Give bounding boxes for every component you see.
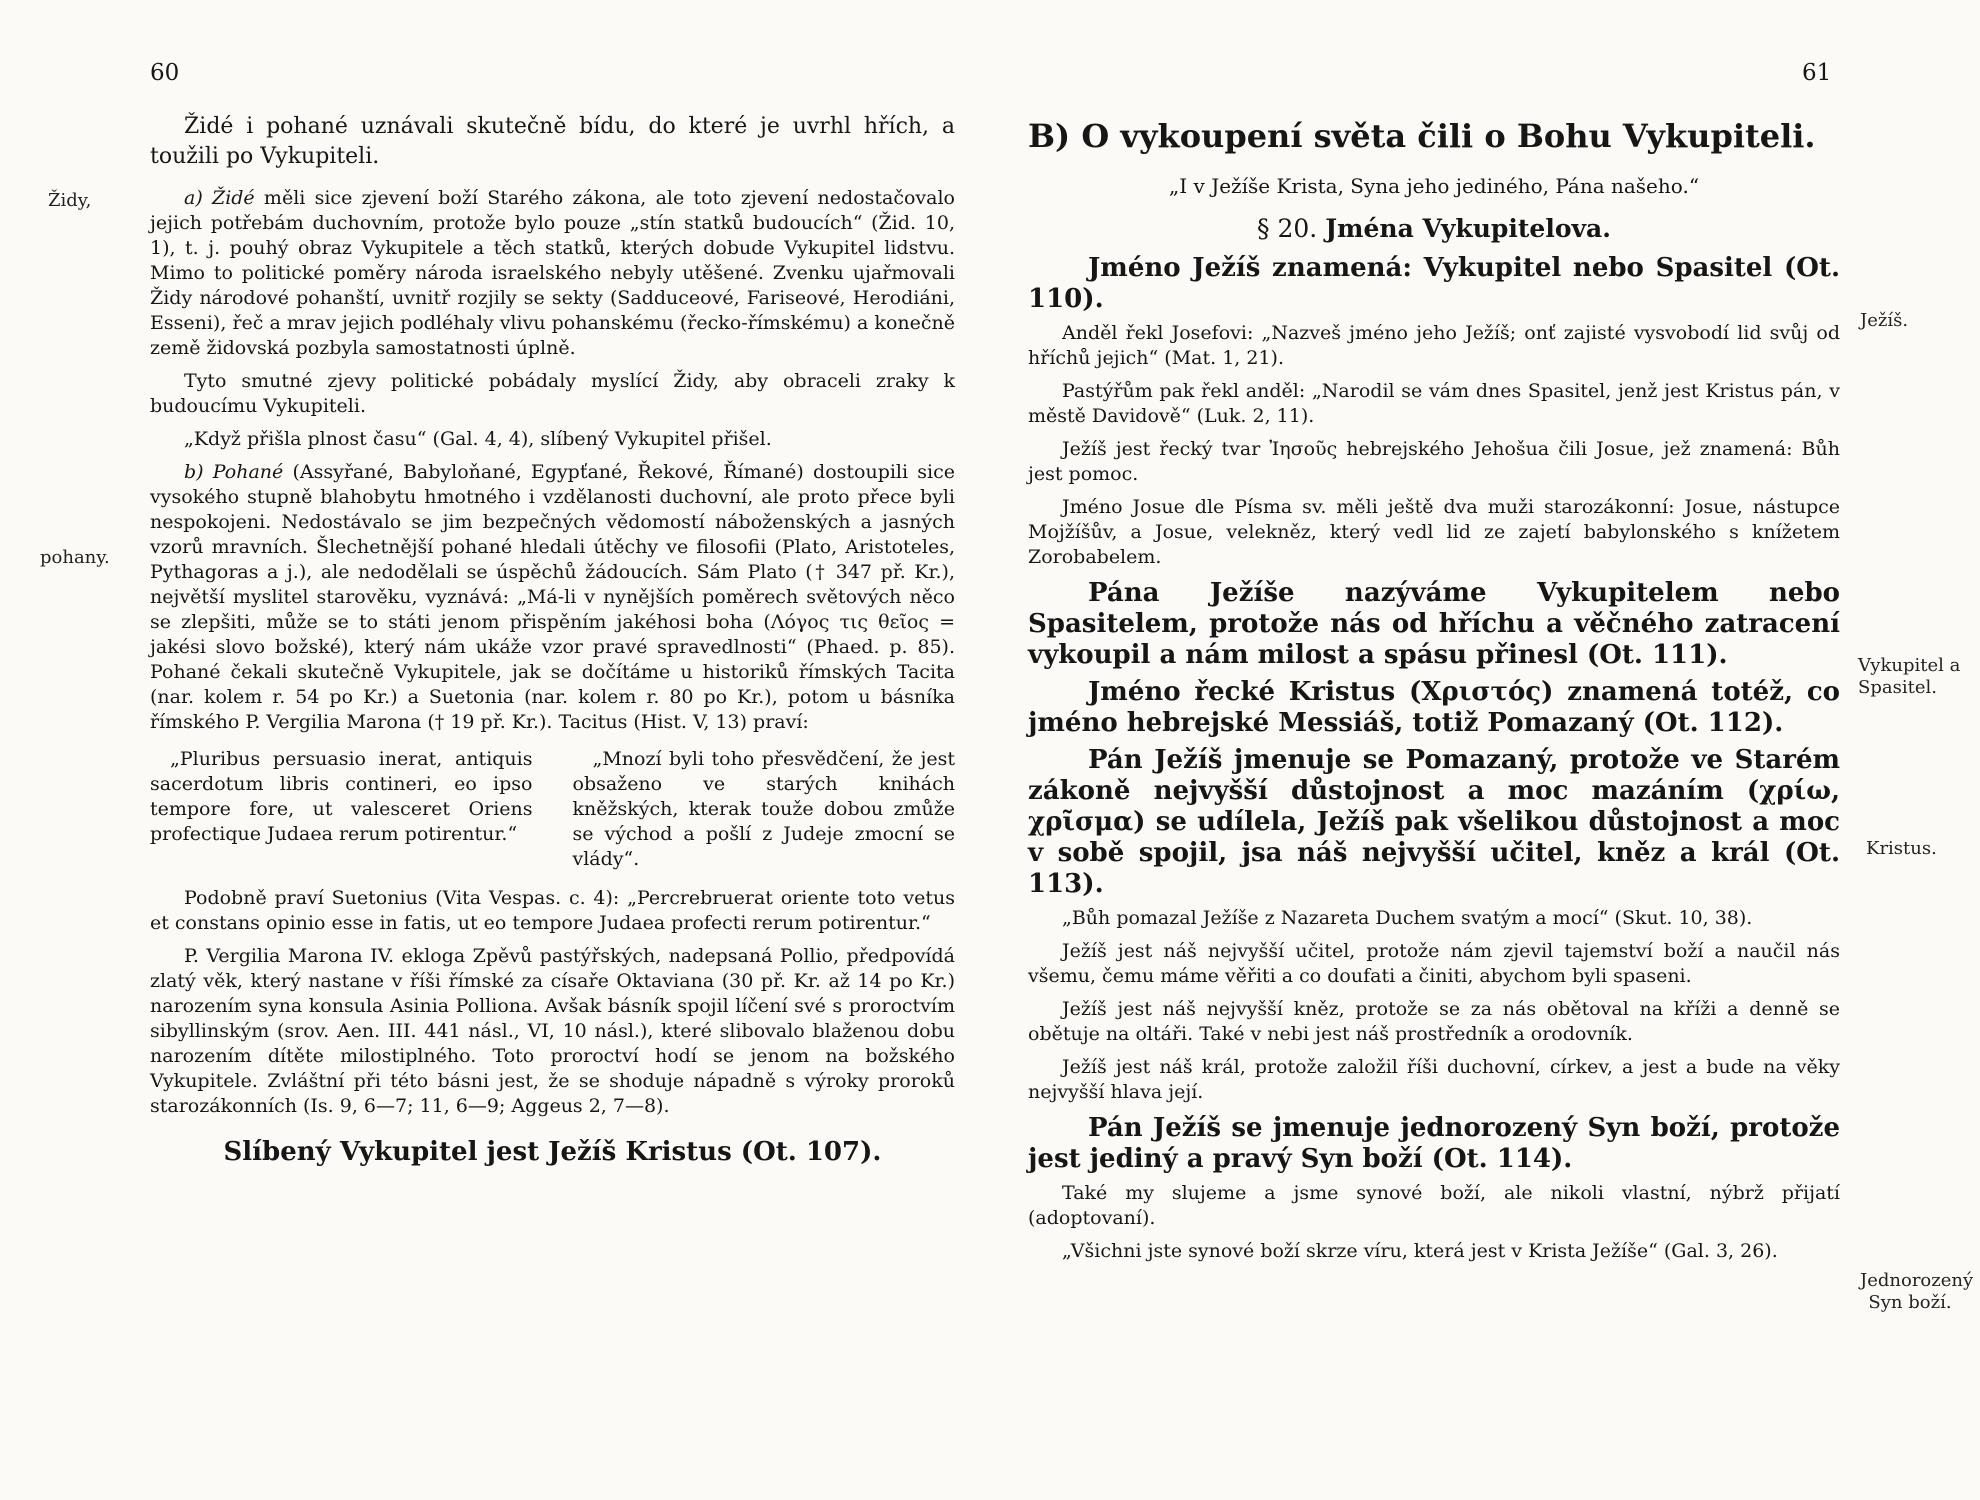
question-110: Jméno Ježíš znamená: Vykupitel nebo Spasitel (Ot. 110). <box>1028 253 1840 314</box>
galatians-quote: „Všichni jste synové boží skrze víru, která jest v Krista Ježíše“ (Gal. 3, 26). <box>1062 1240 1778 1262</box>
sad-signs-paragraph: Tyto smutné zjevy politické pobádaly myslící Židy, aby obraceli zraky k budoucímu Vykupiteli. <box>150 370 955 417</box>
question-112: Jméno řecké Kristus (Χριστός) znamená totéž, co jméno hebrejské Messiáš, totiž Pomazaný (Ot. 112). <box>1028 677 1840 738</box>
sons-paragraph: Také my slujeme a jsme synové boží, ale nikoli vlastní, nýbrž přijatí (adoptovaní). <box>1028 1182 1840 1229</box>
section-title: B) O vykoupení světa čili o Bohu Vykupiteli. <box>1028 117 1816 155</box>
margin-note-pohany: pohany. <box>40 547 110 568</box>
margin-note-jezis: Ježíš. <box>1860 310 1909 331</box>
zide-text: měli sice zjevení boží Starého zákona, ale toto zjevení nedostačovalo jejich potřebám duchovním, protože bylo pouze „stín statků budoucích“ (Žid. 10, 1), t. j. pouhý obraz Vykupitele a těch statků, kterých dobude Vykupitel lidstvu. Mimo to politické poměry národa israelského nebyly utěšené. Zvenku ujařmovali Židy národové pohanští, uvnitř rozjily se sekty (Sadduceové, Fariseové, Herodiáni, Esseni), řeč a mrav jejich podléhaly vlivu pohanskému (řecko-římskému) a konečně země židovská pozbyla samostatnosti úplně. <box>150 187 955 359</box>
margin-note-jednorozeny: Jednorozený Syn boží. <box>1860 1270 1974 1313</box>
question-114: Pán Ježíš se jmenuje jednorozený Syn boží, protože jest jediný a pravý Syn boží (Ot. 114). <box>1028 1113 1840 1174</box>
zide-label: a) Židé <box>184 187 255 209</box>
right-page <box>990 0 1980 1500</box>
tacitus-quote-columns <box>150 747 955 872</box>
question-111: Pána Ježíše nazýváme Vykupitelem nebo Spasitelem, protože nás od hříchu a věčného zatracení vykoupil a nám milost a spásu přinesl (Ot. 111). <box>1028 578 1840 670</box>
fullness-paragraph: „Když přišla plnost času“ (Gal. 4, 4), slíbený Vykupitel přišel. <box>184 428 772 450</box>
paragraph-number: § 20. <box>1257 214 1318 243</box>
margin-note-zidy: Židy, <box>48 190 92 211</box>
josue-paragraph: Jméno Josue dle Písma sv. měli ještě dva muži starozákonní: Josue, nástupce Mojžíšův, a Josue, velekněz, který vedl lid ze zajetí babylonského s knížetem Zorobabelem. <box>1028 496 1840 568</box>
left-column <box>150 112 955 1167</box>
anointed-quote: „Bůh pomazal Ježíše z Nazareta Duchem svatým a mocí“ (Skut. 10, 38). <box>1062 907 1753 929</box>
margin-note-kristus: Kristus. <box>1866 838 1937 859</box>
angel-shepherds: Pastýřům pak řekl anděl: „Narodil se vám dnes Spasitel, jenž jest Kristus pán, v městě Davidově“ (Luk. 2, 11). <box>1028 380 1840 427</box>
pohane-label: b) Pohané <box>184 461 284 483</box>
right-column <box>1028 112 1840 1272</box>
final-statement: Slíbený Vykupitel jest Ježíš Kristus (Ot. 107). <box>223 1137 882 1167</box>
priest-paragraph: Ježíš jest náš nejvyšší kněz, protože se za nás obětoval na kříži a denně se obětuje na oltáři. Také v nebi jest náš prostředník a orodovník. <box>1028 998 1840 1045</box>
page-number-left: 60 <box>150 60 180 86</box>
creed-quote: „I v Ježíše Krista, Syna jeho jediného, Pána našeho.“ <box>1168 174 1700 198</box>
intro-paragraph: Židé i pohané uznávali skutečně bídu, do které je uvrhl hřích, a toužili po Vykupiteli. <box>150 114 955 169</box>
teacher-paragraph: Ježíš jest náš nejvyšší učitel, protože nám zjevil tajemství boží a naučil nás všemu, čemu máme věřiti a co doufati a činiti, abychom byli spaseni. <box>1028 940 1840 987</box>
pohane-paragraph <box>150 460 955 735</box>
vergil-paragraph: P. Vergilia Marona IV. ekloga Zpěvů pastýřských, nadepsaná Pollio, předpovídá zlatý věk, který nastane v říši římské za císaře Oktaviana (30 př. Kr. až 14 po Kr.) narozením syna konsula Asinia Polliona. Avšak básník spojil líčení své s proroctvím sibyllinským (srov. Aen. III. 441 násl., VI, 10 násl.), které slibovalo blaženou dobu narozením dítěte milostiplného. Toto proroctví hodí se jenom na božského Vykupitele. Zvláštní při této básni jest, že se shoduje nápadně s výroky proroků starozákonních (Is. 9, 6—7; 11, 6—9; Aggeus 2, 7—8). <box>150 945 955 1117</box>
suetonius-paragraph: Podobně praví Suetonius (Vita Vespas. c. 4): „Percrebruerat oriente toto vetus et constans opinio esse in fatis, ut eo tempore Judaea profecti rerum potirentur.“ <box>150 887 955 934</box>
czech-quote: „Mnozí byli toho přesvědčení, že jest obsaženo ve starých knihách kněžských, kterak touže dobou zmůže se východ a pošlí z Judeje zmocní se vlády“. <box>572 748 955 870</box>
latin-quote: „Pluribus persuasio inerat, antiquis sacerdotum libris contineri, eo ipso tempore fore, ut valesceret Oriens profectique Judaea rerum potirentur.“ <box>150 748 533 845</box>
question-113: Pán Ježíš jmenuje se Pomazaný, protože ve Starém zákoně nejvyšší důstojnost a moc mazáním (χρίω, χρῖσμα) se udílela, Ježíš pak všelikou důstojnost a moc v sobě spojil, jsa náš nejvyšší učitel, kněz a král (Ot. 113). <box>1028 745 1840 899</box>
zide-paragraph <box>150 186 955 361</box>
king-paragraph: Ježíš jest náš král, protože založil říši duchovní, církev, a jest a bude na věky nejvyšší hlava její. <box>1028 1056 1840 1103</box>
paragraph-title: Jména Vykupitelova. <box>1325 214 1611 243</box>
page-number-right: 61 <box>1802 60 1832 86</box>
greek-form: Ježíš jest řecký tvar Ἰησοῦς hebrejského Jehošua čili Josue, jež znamená: Bůh jest pomoc. <box>1028 438 1840 485</box>
angel-joseph: Anděl řekl Josefovi: „Nazveš jméno jeho Ježíš; onť zajisté vysvobodí lid svůj od hříchů jejich“ (Mat. 1, 21). <box>1028 322 1840 369</box>
margin-note-vykupitel: Vykupitel a Spasitel. <box>1858 655 1961 698</box>
pohane-text: (Assyřané, Babyloňané, Egypťané, Řekové, Římané) dostoupili sice vysokého stupně blahobytu hmotného i vzdělanosti duchovní, ale proto přece byli nespokojeni. Nedostávalo se jim bezpečných vědomostí náboženských a jasných vzorů mravních. Šlechetnější pohané hledali útěchy ve filosofii (Plato, Aristoteles, Pythagoras a j.), ale nedodělali se úspěchů žádoucích. Sám Plato († 347 př. Kr.), největší myslitel starověku, vyznává: „Má-li v nynějších poměrech světových něco se zlepšiti, může se to státi jenom přispěním jakéhosi boha (Λόγος τις θεῖος = jakési slovo božské), který nám ukáže vzor pravé spravedlnosti“ (Phaed. p. 85). Pohané čekali skutečně Vykupitele, jak se dočítáme u historiků římských Tacita (nar. kolem r. 54 po Kr.) a Suetonia (nar. kolem r. 80 po Kr.), potom u básníka římského P. Vergilia Marona († 19 př. Kr.). Tacitus (Hist. V, 13) praví: <box>150 461 955 733</box>
paragraph-heading <box>1028 214 1840 243</box>
